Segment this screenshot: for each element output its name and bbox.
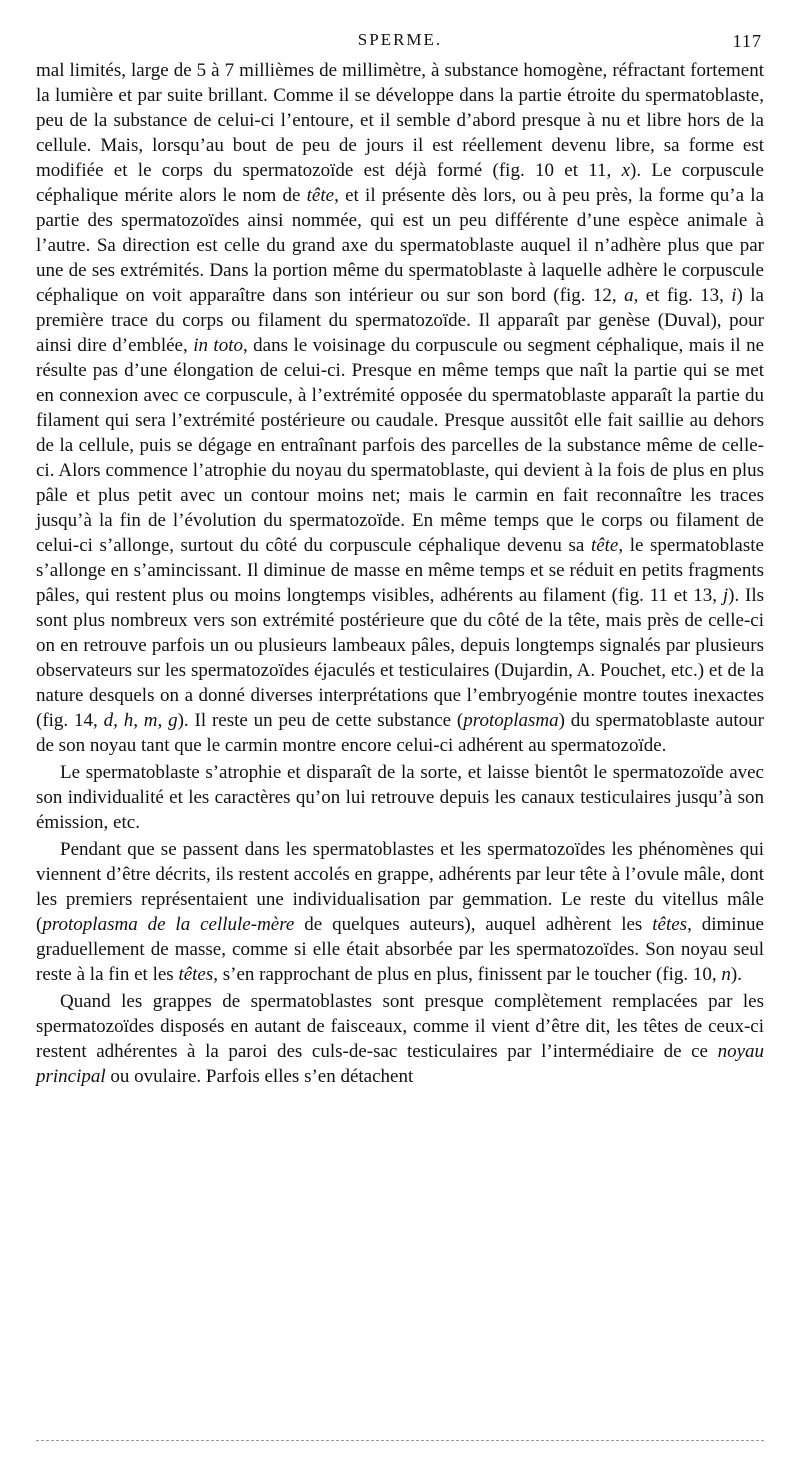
paragraph [36,760,764,835]
italic-run: protoplasma de la cellule-mère [42,914,295,935]
italic-run: in toto [193,335,243,356]
text-run: Quand les grappes de spermatoblastes sont presque complètement remplacées par les spermatozoïdes disposés en autant de faisceaux, comme il vient d’être dit, les têtes de ceux-ci restent adhérentes à la paroi des culs-de-sac testiculaires par l’intermédiaire de ce [36,991,764,1062]
italic-run: a [624,285,634,306]
text-run: Le spermatoblaste s’atrophie et disparaît de la sorte, et laisse bientôt le spermatozoïde avec son individualité et les caractères qu’on lui retrouve depuis les canaux testiculaires jusqu’à son émission, etc. [36,762,764,833]
italic-run: d, h, m, g [103,710,178,731]
text-run: , dans le voisinage du corpuscule ou segment céphalique, mais il ne résulte pas d’une élongation de celui-ci. Presque en même temps que naît la partie qui se met en connexion avec ce corpuscule, à l’extrémité opposée du spermatoblaste apparaît la partie du filament qui sera l’extrémité postérieure ou caudale. Presque aussitôt elle fait saillie au dehors de la cellule, puis se dégage en entraînant parfois des parcelles de la substance même de celle-ci. Alors commence l’atrophie du noyau du spermatoblaste, qui devient à la fois de plus en plus pâle et plus petit avec un contour moins net; mais le carmin en fait reconnaître les traces jusqu’à la fin de l’évolution du spermatozoïde. En même temps que le corps ou filament de celui-ci s’allonge, surtout du côté du corpuscule céphalique devenu sa [36,335,765,556]
paragraph [36,989,764,1089]
italic-run: x [621,160,631,181]
text-run: , le spermatoblaste s’allonge en s’amincissant. Il diminue de masse en même temps et se réduit en petits fragments pâles, qui restent plus ou moins longtemps visibles, adhérents au filament (fig. 11 et 13, [36,535,764,606]
italic-run: tête [590,535,619,556]
text-run: ) la première trace du corps ou filament du spermatozoïde. Il apparaît par genèse (Duval), pour ainsi dire d’emblée, [36,285,764,356]
text-run: , s’en rapprochant de plus en plus, finissent par le toucher (fig. 10, [213,964,722,985]
italic-run: protoplasma [463,710,559,731]
text-run: , et fig. 13, [633,285,732,306]
italic-run: j [722,585,729,606]
text-run: ). Le corpuscule céphalique mérite alors le nom de [36,160,764,206]
paragraph [36,58,764,758]
italic-run: i [731,285,737,306]
running-head [36,30,764,56]
italic-run: n [721,964,731,985]
text-run: ). [730,964,742,985]
text-run: ). Il reste un peu de cette substance ( [177,710,464,731]
text-run: de quelques auteurs), auquel adhèrent les [294,914,653,935]
italic-run: têtes [178,964,214,985]
text-run: ). Ils sont plus nombreux vers son extrémité postérieure que du côté de la tête, mais près de celle-ci on en retrouve parfois un ou plusieurs lambeaux pâles, depuis longtemps signalés par plusieurs observateurs sur les spermatozoïdes éjaculés et testiculaires (Dujardin, A. Pouchet, etc.) et de la nature desquels on a donné diverses interprétations que l’embryogénie montre toutes inexactes (fig. 14, [36,585,765,731]
text-run: mal limités, large de 5 à 7 millièmes de millimètre, à substance homogène, réfractant fortement la lumière et par suite brillant. Comme il se développe dans la partie étroite du spermatoblaste, peu de la substance de celui-ci l’entoure, et il semble d’abord presque à nu et libre hors de la cellule. Mais, lorsqu’au bout de peu de jours il est réellement devenu libre, sa forme est modifiée et le corps du spermatozoïde est déjà formé (fig. 10 et 11, [36,60,764,181]
page-number: 117 [732,31,762,51]
italic-run: tête [306,185,335,206]
italic-run: têtes [652,914,688,935]
paragraph [36,837,764,987]
text-run: ou ovulaire. Parfois elles s’en détachent [105,1066,414,1087]
text-run: , diminue graduellement de masse, comme si elle était absorbée par les spermatozoïdes. Son noyau seul reste à la fin et les [36,914,764,985]
running-title: SPERME. [357,30,443,49]
body-text [36,58,764,1089]
italic-run: noyau principal [36,1041,764,1087]
text-run: Pendant que se passent dans les spermatoblastes et les spermatozoïdes les phénomènes qui viennent d’être décrits, ils restent accolés en grappe, adhérents par leur tête à l’ovule mâle, dont les premiers représentaient une individualisation par gemmation. Le reste du vitellus mâle ( [36,839,764,935]
footer-rule [36,1440,764,1441]
text-run: , et il présente dès lors, ou à peu près, la forme qu’a la partie des spermatozoïdes ainsi nommée, qui est un peu différente d’une espèce animale à l’autre. Sa direction est celle du grand axe du spermatoblaste auquel il n’adhère plus que par une de ses extrémités. Dans la portion même du spermatoblaste à laquelle adhère le corpuscule céphalique on voit apparaître dans son intérieur ou sur son bord (fig. 12, [36,185,764,306]
text-run: ) du spermatoblaste autour de son noyau tant que le carmin montre encore celui-ci adhérent au spermatozoïde. [36,710,764,756]
